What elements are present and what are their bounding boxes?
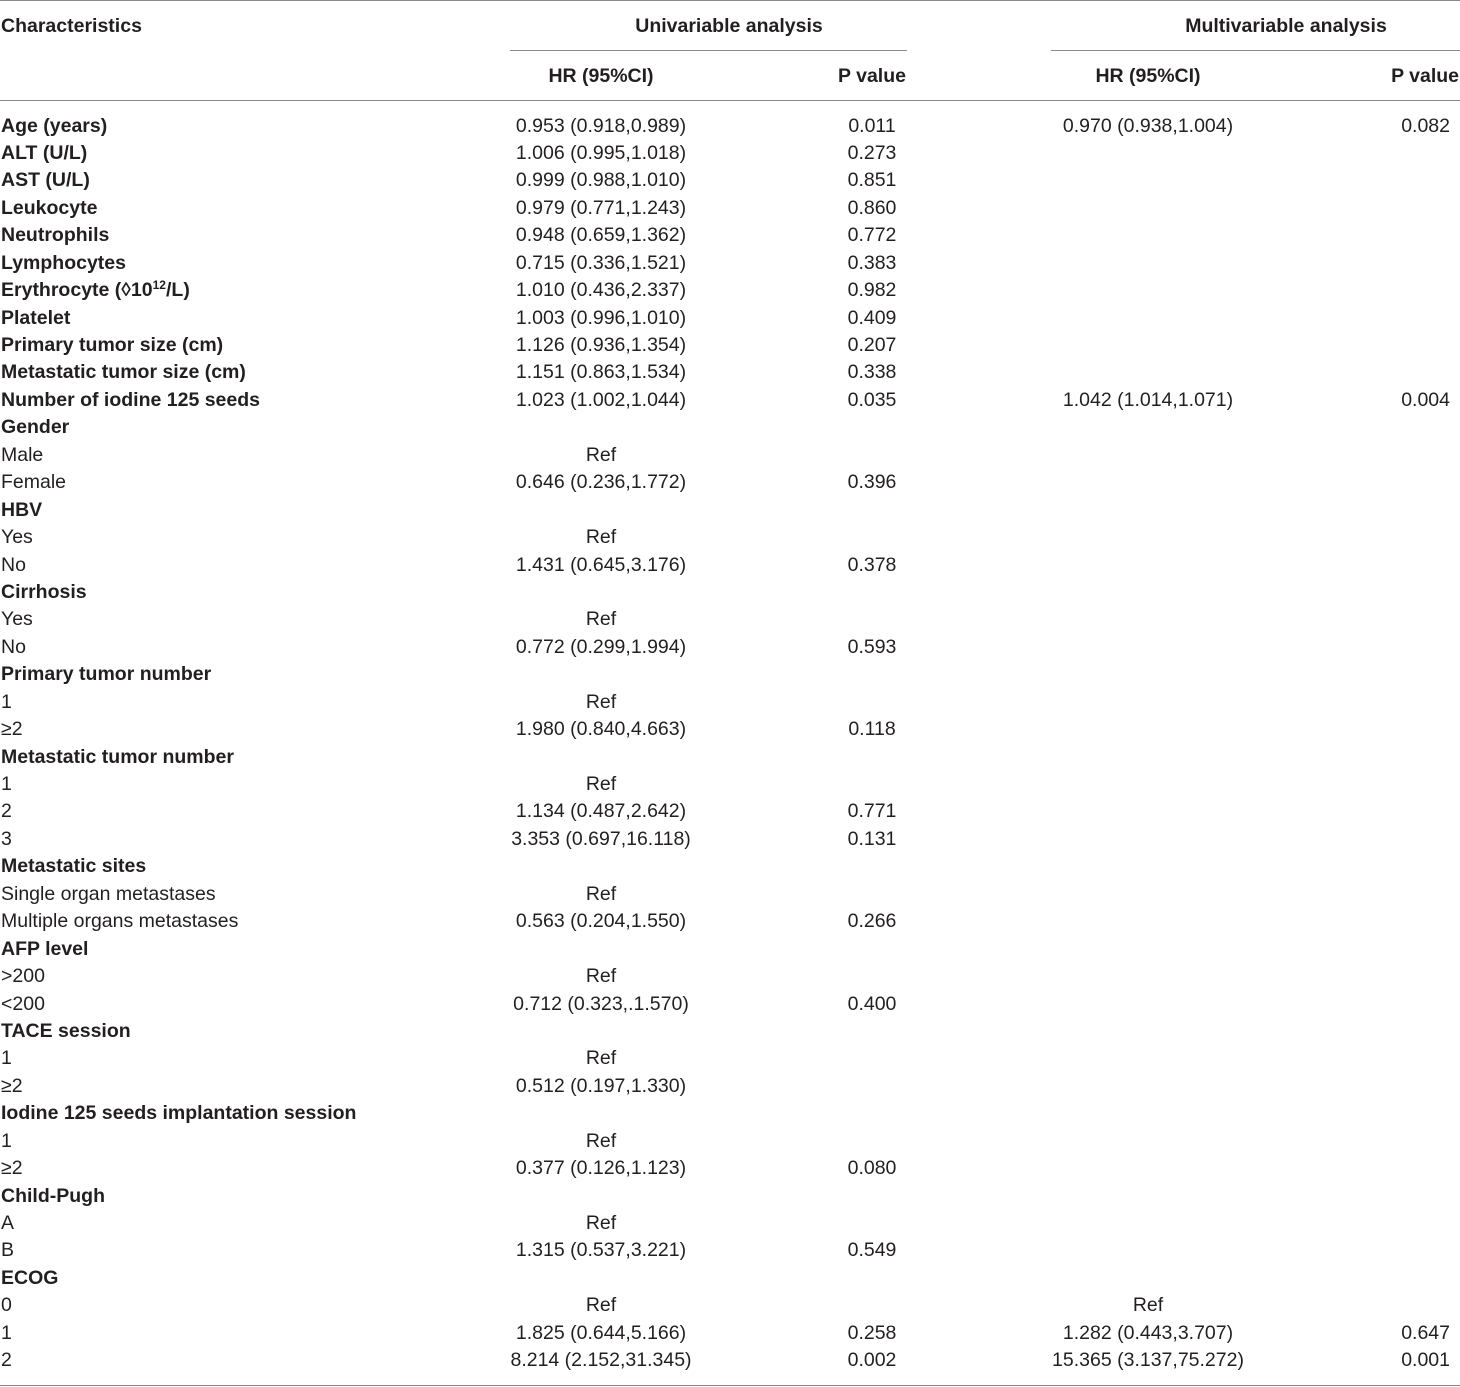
uni-hr-cell: 0.377 (0.126,1.123) <box>515 1157 687 1180</box>
table-row <box>0 1018 1460 1045</box>
table-row <box>0 442 1460 469</box>
row-label: B <box>1 1239 15 1262</box>
table-row <box>0 1347 1460 1374</box>
row-label: 1 <box>1 1321 12 1344</box>
uni-hr-cell: 0.646 (0.236,1.772) <box>515 471 687 494</box>
row-label: 1 <box>1 1047 12 1070</box>
table-row <box>0 744 1460 771</box>
table-row <box>0 716 1460 743</box>
row-label: Iodine 125 seeds implantation session <box>1 1102 357 1125</box>
uni-hr-cell: 1.023 (1.002,1.044) <box>515 388 687 411</box>
table-row <box>0 1265 1460 1292</box>
table-row <box>0 661 1460 688</box>
uni-hr-cell: Ref <box>585 773 617 795</box>
uni-hr-cell: 1.134 (0.487,2.642) <box>515 800 687 823</box>
table-row <box>0 113 1460 140</box>
row-label: Primary tumor number <box>1 663 212 686</box>
uni-hr-cell: Ref <box>585 1294 617 1317</box>
table-row <box>0 1128 1460 1155</box>
header-bottom-rule <box>0 100 1460 101</box>
row-label: A <box>1 1212 15 1234</box>
uni-hr-cell: 1.010 (0.436,2.337) <box>515 279 687 302</box>
uni-p-cell: 0.409 <box>847 306 897 329</box>
row-label <box>1 277 190 304</box>
table-row <box>0 414 1460 441</box>
row-label: No <box>1 635 26 658</box>
multi-hr-cell: 1.282 (0.443,3.707) <box>1062 1321 1234 1344</box>
table-row <box>0 689 1460 716</box>
table-row <box>0 1100 1460 1127</box>
table-row <box>0 277 1460 304</box>
row-label: AFP level <box>1 937 89 960</box>
multi-hr-cell: 15.365 (3.137,75.272) <box>1052 1349 1244 1372</box>
row-label: No <box>1 553 26 576</box>
header-uni-hr: HR (95%CI) <box>548 65 654 87</box>
row-label: Child-Pugh <box>1 1184 105 1207</box>
uni-hr-cell: 1.003 (0.996,1.010) <box>515 306 687 329</box>
uni-p-cell: 0.396 <box>847 471 897 494</box>
row-label: Age (years) <box>1 114 108 137</box>
table-row <box>0 195 1460 222</box>
uni-p-cell: 0.266 <box>847 910 897 933</box>
uni-hr-cell: 0.999 (0.988,1.010) <box>515 169 687 192</box>
uni-p-cell: 0.400 <box>847 992 897 1015</box>
row-label: ≥2 <box>1 1074 23 1097</box>
table-row <box>0 579 1460 606</box>
table-row <box>0 853 1460 880</box>
table-row <box>0 1237 1460 1264</box>
uni-hr-cell: Ref <box>585 965 617 988</box>
table-row <box>0 359 1460 386</box>
uni-p-cell: 0.982 <box>847 279 897 302</box>
uni-p-cell: 0.860 <box>847 196 897 219</box>
row-label: Metastatic tumor size (cm) <box>1 361 246 384</box>
uni-hr-cell: Ref <box>585 1129 617 1152</box>
uni-hr-cell: 1.006 (0.995,1.018) <box>515 141 687 164</box>
uni-hr-cell: 1.431 (0.645,3.176) <box>515 553 687 576</box>
uni-p-cell: 0.080 <box>847 1157 897 1180</box>
uni-hr-cell: 1.126 (0.936,1.354) <box>515 334 687 356</box>
row-label: >200 <box>1 965 45 988</box>
multi-p-cell: 0.001 <box>1401 1349 1450 1372</box>
multi-hr-cell: 0.970 (0.938,1.004) <box>1062 114 1234 137</box>
row-label: Multiple organs metastases <box>1 910 239 933</box>
row-label: Lymphocytes <box>1 251 126 274</box>
row-label: 1 <box>1 773 12 795</box>
table-row <box>0 222 1460 249</box>
uni-p-cell: 0.378 <box>847 553 897 576</box>
row-label: ECOG <box>1 1266 59 1289</box>
table-row <box>0 1183 1460 1210</box>
table-row <box>0 552 1460 579</box>
header-multivariable: Multivariable analysis <box>1185 15 1387 37</box>
row-label: 2 <box>1 1349 12 1372</box>
uni-p-cell: 0.002 <box>847 1349 897 1372</box>
uni-p-cell: 0.273 <box>847 141 897 164</box>
uni-hr-cell: 1.315 (0.537,3.221) <box>515 1239 687 1262</box>
table-bottom-rule <box>0 1385 1460 1386</box>
row-label: Neutrophils <box>1 224 110 247</box>
header-uni-p: P value <box>838 65 906 87</box>
table-row <box>0 881 1460 908</box>
table-row <box>0 1073 1460 1100</box>
uni-p-cell: 0.383 <box>847 251 897 274</box>
row-label: Female <box>1 471 67 494</box>
uni-p-cell: 0.593 <box>847 635 897 658</box>
row-label-superscript: 12 <box>152 278 166 293</box>
uni-hr-cell: Ref <box>585 882 617 905</box>
table-row <box>0 469 1460 496</box>
uni-hr-cell: 8.214 (2.152,31.345) <box>510 1349 692 1372</box>
table-row <box>0 634 1460 661</box>
uni-hr-cell: Ref <box>585 608 617 631</box>
uni-hr-cell: 3.353 (0.697,16.118) <box>511 827 691 850</box>
table-row <box>0 332 1460 359</box>
uni-hr-cell: 1.151 (0.863,1.534) <box>515 361 687 384</box>
univariable-group-rule <box>510 50 907 51</box>
row-label: Primary tumor size (cm) <box>1 334 224 356</box>
row-label: 3 <box>1 827 12 850</box>
table-row <box>0 1210 1460 1237</box>
row-label: <200 <box>1 992 45 1015</box>
uni-p-cell: 0.772 <box>847 224 897 247</box>
uni-hr-cell: Ref <box>585 443 617 466</box>
uni-hr-cell: Ref <box>585 526 617 549</box>
uni-p-cell: 0.851 <box>847 169 897 192</box>
row-label: 0 <box>1 1294 12 1317</box>
row-label: 1 <box>1 690 12 713</box>
row-label: Yes <box>1 526 33 549</box>
table-row <box>0 908 1460 935</box>
row-label: Number of iodine 125 seeds <box>1 388 260 411</box>
table-row <box>0 387 1460 414</box>
table-row <box>0 250 1460 277</box>
uni-hr-cell: 1.825 (0.644,5.166) <box>515 1321 687 1344</box>
uni-hr-cell: Ref <box>585 1047 617 1070</box>
table-row <box>0 1292 1460 1319</box>
uni-p-cell: 0.131 <box>847 827 897 850</box>
table-row <box>0 991 1460 1018</box>
uni-hr-cell: 0.953 (0.918,0.989) <box>515 114 687 137</box>
header-univariable: Univariable analysis <box>635 15 823 37</box>
row-label: Gender <box>1 416 70 439</box>
uni-hr-cell: 0.715 (0.336,1.521) <box>515 251 687 274</box>
multi-p-cell: 0.647 <box>1401 1321 1450 1344</box>
uni-p-cell: 0.549 <box>847 1239 897 1262</box>
row-label: AST (U/L) <box>1 169 90 192</box>
table-row <box>0 1320 1460 1347</box>
row-label: ≥2 <box>1 718 23 741</box>
table-body <box>0 113 1460 1375</box>
uni-p-cell: 0.118 <box>848 718 896 741</box>
header-multi-hr: HR (95%CI) <box>1095 65 1201 87</box>
uni-p-cell: 0.771 <box>847 800 897 823</box>
table-row <box>0 606 1460 633</box>
table-row <box>0 936 1460 963</box>
row-label: 1 <box>1 1129 12 1152</box>
row-label: TACE session <box>1 1019 131 1042</box>
table-row <box>0 826 1460 853</box>
table-row <box>0 140 1460 167</box>
table-row <box>0 524 1460 551</box>
uni-hr-cell: Ref <box>585 1212 617 1234</box>
uni-hr-cell: 0.563 (0.204,1.550) <box>515 910 687 933</box>
row-label: ALT (U/L) <box>1 141 88 164</box>
row-label: Single organ metastases <box>1 882 216 905</box>
row-label: Male <box>1 443 44 466</box>
row-label: 2 <box>1 800 12 823</box>
uni-p-cell: 0.035 <box>847 388 897 411</box>
row-label: Metastatic tumor number <box>1 745 234 768</box>
multi-p-cell: 0.082 <box>1401 114 1450 137</box>
multi-hr-cell: Ref <box>1132 1294 1164 1317</box>
uni-p-cell: 0.338 <box>847 361 897 384</box>
row-label: Platelet <box>1 306 71 329</box>
uni-hr-cell: 0.712 (0.323,.1.570) <box>513 992 689 1015</box>
table-row <box>0 497 1460 524</box>
table-row <box>0 798 1460 825</box>
row-label: Yes <box>1 608 33 631</box>
uni-hr-cell: 0.979 (0.771,1.243) <box>515 196 687 219</box>
multivariable-group-rule <box>1051 50 1460 51</box>
row-label: Leukocyte <box>1 196 98 219</box>
multi-hr-cell: 1.042 (1.014,1.071) <box>1062 388 1234 411</box>
table-row <box>0 305 1460 332</box>
row-label: Cirrhosis <box>1 580 87 603</box>
multi-p-cell: 0.004 <box>1401 388 1450 411</box>
table-top-rule <box>0 0 1460 1</box>
table-row <box>0 1045 1460 1072</box>
table-row <box>0 963 1460 990</box>
uni-p-cell: 0.207 <box>847 334 897 356</box>
row-label: ≥2 <box>1 1157 23 1180</box>
table-row <box>0 771 1460 798</box>
row-label-suffix: /L) <box>165 279 190 302</box>
uni-hr-cell: 1.980 (0.840,4.663) <box>515 718 687 741</box>
uni-p-cell: 0.011 <box>848 114 896 137</box>
uni-hr-cell: 0.512 (0.197,1.330) <box>515 1074 687 1097</box>
row-label: HBV <box>1 498 43 521</box>
row-label-text: Erythrocyte (◊10 <box>1 279 153 302</box>
table-row <box>0 167 1460 194</box>
row-label: Metastatic sites <box>1 855 147 878</box>
uni-hr-cell: 0.772 (0.299,1.994) <box>515 635 687 658</box>
header-characteristics: Characteristics <box>1 15 142 37</box>
header-multi-p: P value <box>1391 65 1459 87</box>
uni-hr-cell: 0.948 (0.659,1.362) <box>515 224 687 247</box>
uni-hr-cell: Ref <box>585 690 617 713</box>
uni-p-cell: 0.258 <box>847 1321 897 1344</box>
table-row <box>0 1155 1460 1182</box>
